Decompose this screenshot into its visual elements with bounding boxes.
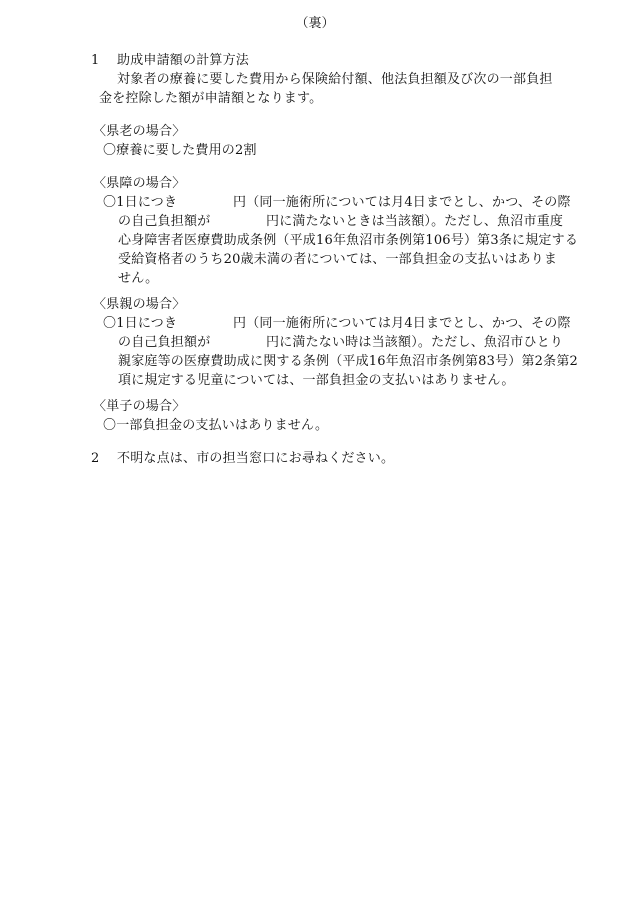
kenshou-line3: 心身障害者医療費助成条例（平成16年魚沼市条例第106号）第3条に規定する — [118, 233, 579, 248]
kenshin-line4: 項に規定する児童については、一部負担金の支払いはありません。 — [118, 373, 515, 388]
kenshou-heading: 〈県障の場合〉 — [93, 176, 186, 191]
kenshin-line2-start: の自己負担額が — [118, 335, 211, 350]
kenshou-line4: 受給資格者のうち20歳未満の者については、一部負担金の支払いはありま — [118, 252, 558, 267]
kenshin-line1-end: 円（同一施術所については月4日までとし、かつ、その際 — [233, 316, 571, 331]
section1-body-line2: 金を控除した額が申請額となります。 — [99, 91, 323, 106]
tanshi-heading: 〈単子の場合〉 — [93, 399, 186, 414]
kenshin-line1-start: 〇1日につき — [103, 316, 178, 331]
section1-body-line1: 対象者の療養に要した費用から保険給付額、他法負担額及び次の一部負担 — [117, 72, 553, 87]
kenrou-line1: 〇療養に要した費用の2割 — [103, 143, 257, 158]
kenshou-line1-start: 〇1日につき — [103, 195, 178, 210]
section1-number: 1 — [91, 53, 100, 68]
kenshou-line5: せん。 — [118, 271, 159, 286]
tanshi-line1: 〇一部負担金の支払いはありません。 — [103, 418, 329, 433]
kenshin-line3: 親家庭等の医療費助成に関する条例（平成16年魚沼市条例第83号）第2条第2 — [118, 354, 579, 369]
kenshin-heading: 〈県親の場合〉 — [93, 297, 186, 312]
kenshin-line2-end: 円に満たない時は当該額）。ただし、魚沼市ひとり — [266, 335, 564, 350]
section2-text: 不明な点は、市の担当窓口にお尋ねください。 — [117, 451, 395, 466]
kenshou-line2-start: の自己負担額が — [118, 214, 211, 229]
kenshou-line2-end: 円に満たないときは当該額）。ただし、魚沼市重度 — [266, 214, 564, 229]
section1-title: 助成申請額の計算方法 — [117, 53, 250, 68]
page-header-back-side: （裏） — [295, 16, 335, 31]
kenrou-heading: 〈県老の場合〉 — [93, 124, 186, 139]
section2-number: 2 — [91, 451, 100, 466]
kenshou-line1-end: 円（同一施術所については月4日までとし、かつ、その際 — [233, 195, 571, 210]
